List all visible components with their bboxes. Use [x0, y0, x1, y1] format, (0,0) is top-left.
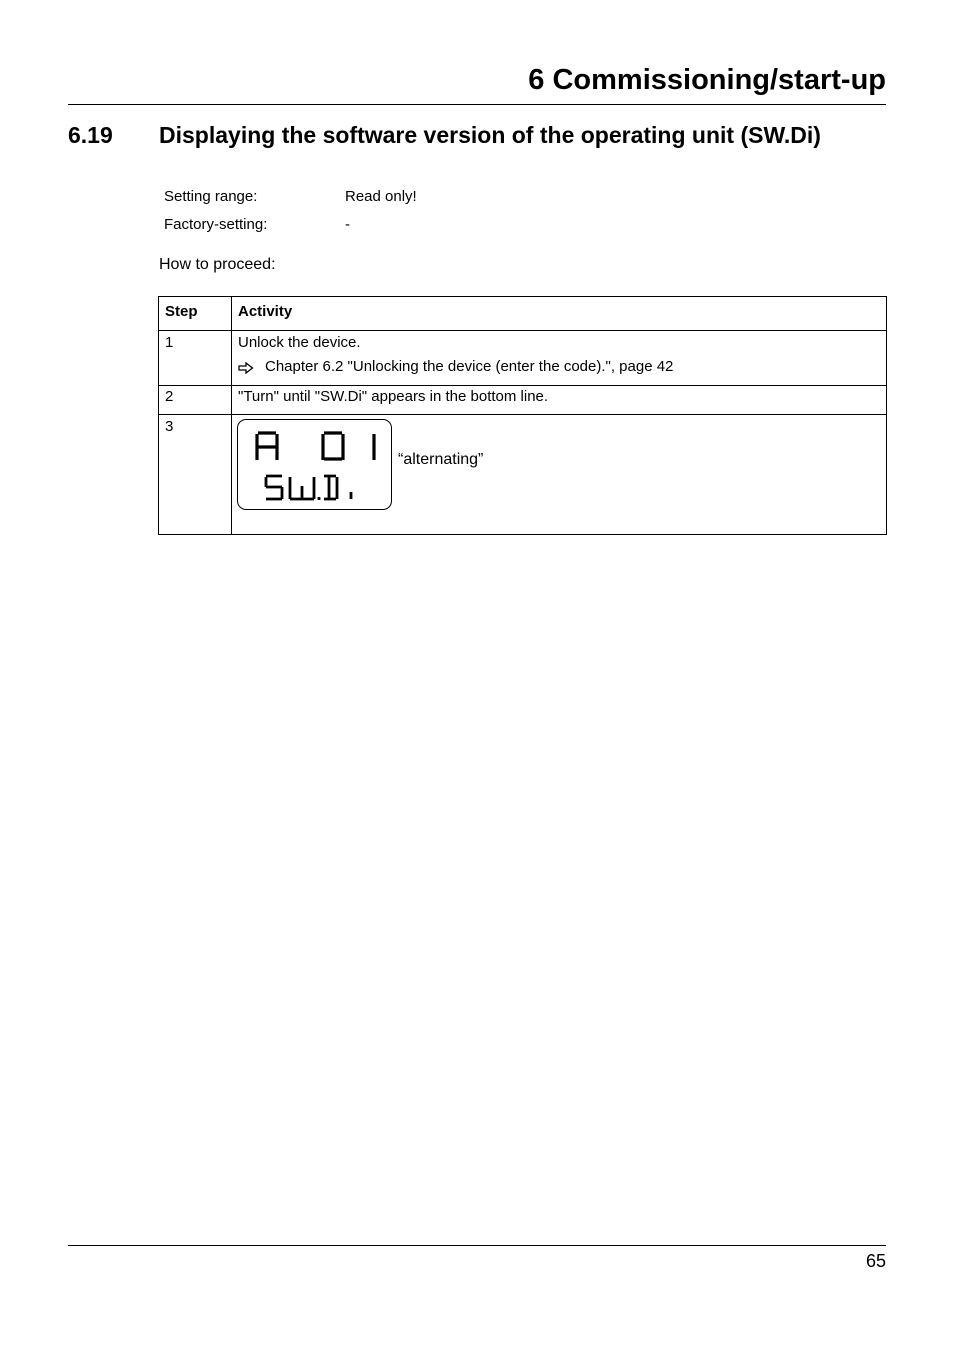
step-number: 2 — [159, 386, 232, 415]
table-row — [159, 331, 887, 386]
step-number: 3 — [159, 415, 232, 535]
activity-header: Activity — [232, 297, 887, 331]
step-number: 1 — [159, 331, 232, 386]
page-number: 65 — [865, 1251, 886, 1271]
cross-reference-text: Chapter 6.2 "Unlocking the device (enter the code).", page 42 — [265, 358, 674, 375]
lcd-top-line — [257, 433, 374, 460]
arrow-right-icon — [238, 361, 254, 373]
activity-cell — [232, 331, 887, 386]
chapter-title: 6 Commissioning/start-up — [528, 64, 886, 96]
lcd-display — [237, 419, 392, 510]
table-row — [159, 386, 887, 415]
table-header-row — [159, 297, 887, 331]
step-header: Step — [159, 297, 232, 331]
steps-table — [158, 296, 887, 535]
activity-text: "Turn" until "SW.Di" appears in the bottom line. — [232, 386, 887, 415]
cross-reference[interactable] — [238, 358, 880, 375]
factory-setting-value: - — [345, 216, 350, 233]
how-to-proceed: How to proceed: — [159, 256, 276, 273]
section-title: Displaying the software version of the operating unit (SW.Di) — [159, 122, 821, 148]
lcd-bottom-line — [266, 476, 351, 500]
activity-text: Unlock the device. — [238, 334, 361, 351]
activity-cell — [232, 415, 887, 535]
table-row — [159, 415, 887, 535]
section-number: 6.19 — [68, 122, 113, 148]
footer-rule — [68, 1245, 886, 1246]
factory-setting-label: Factory-setting: — [164, 216, 268, 233]
header-rule — [68, 104, 886, 105]
setting-range-value: Read only! — [345, 188, 417, 205]
alternating-note: “alternating” — [398, 450, 484, 468]
setting-range-label: Setting range: — [164, 188, 258, 205]
